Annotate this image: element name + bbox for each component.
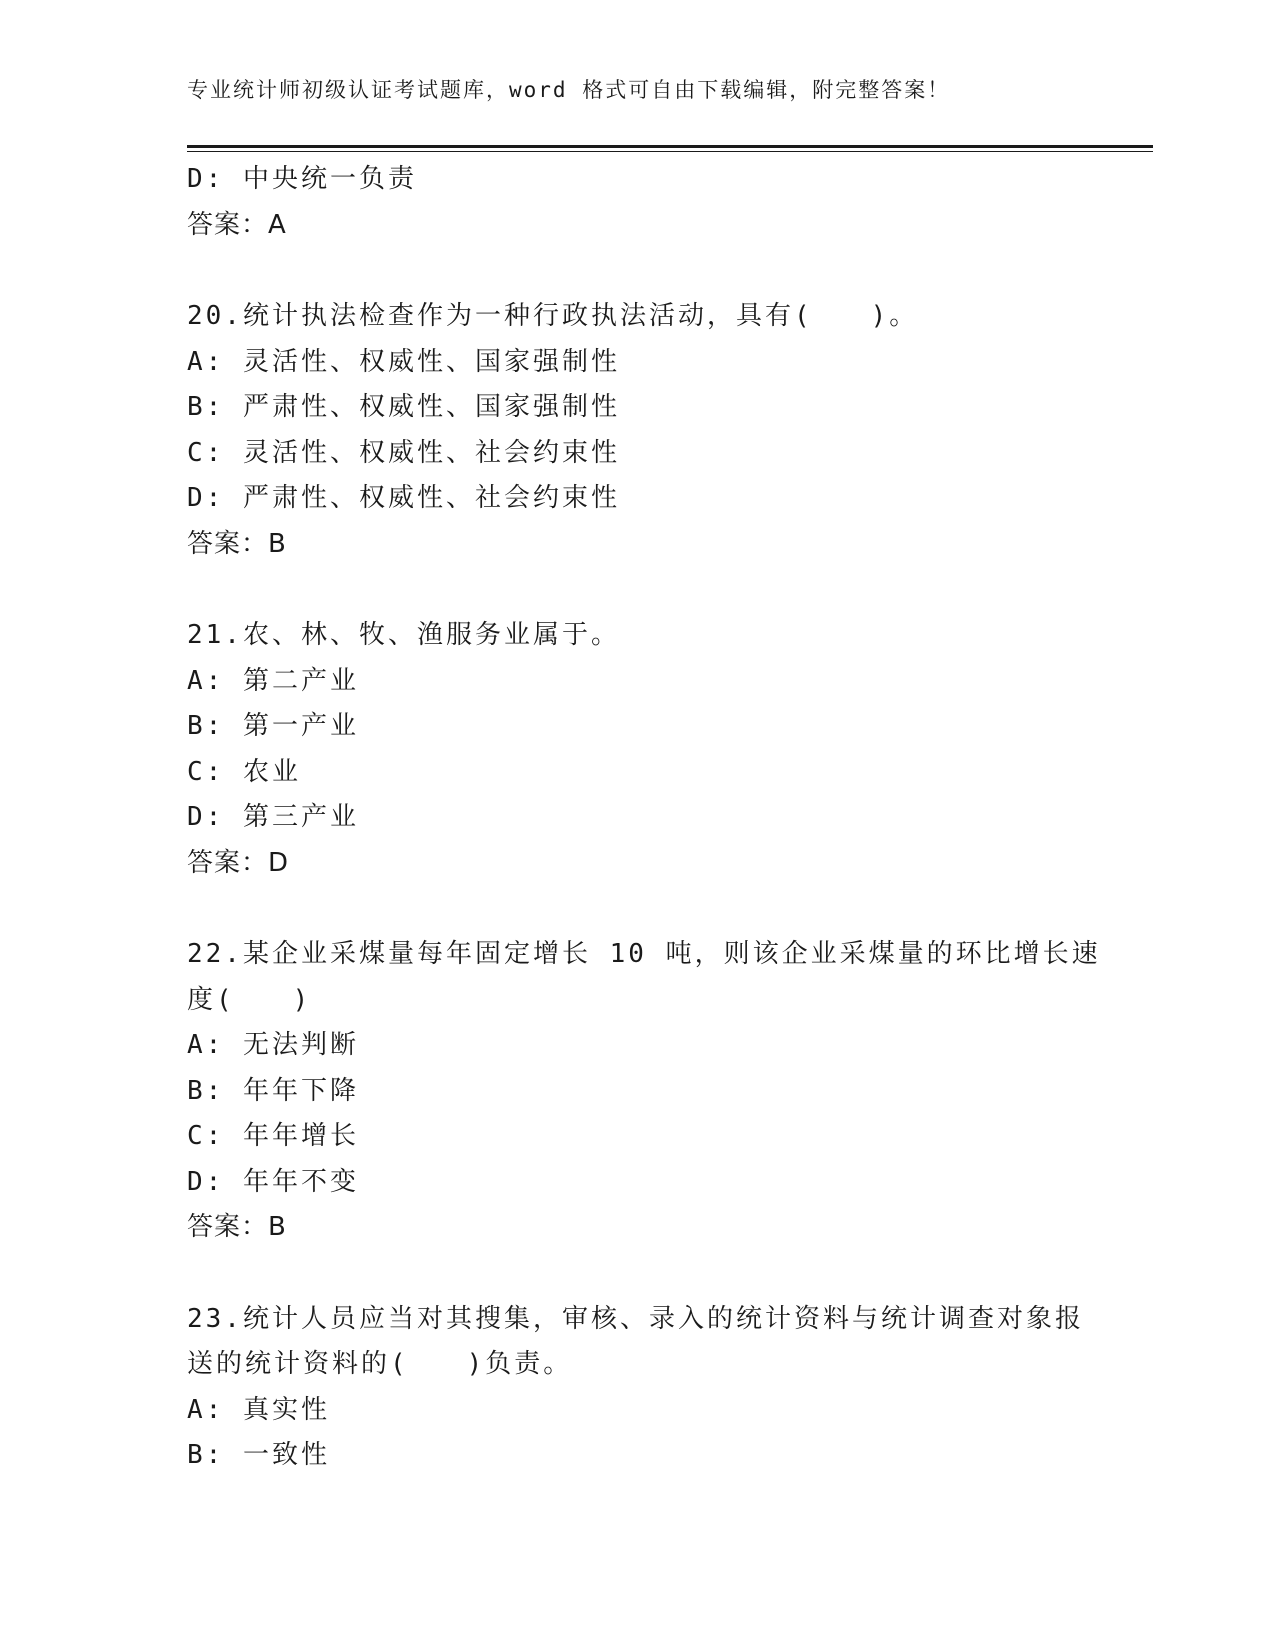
option-d: D: 严肃性、权威性、社会约束性 — [187, 483, 620, 513]
question-list — [187, 157, 1101, 1479]
question-stem-continued: 度( ) — [187, 984, 312, 1015]
option-d: D: 中央统一负责 — [187, 164, 417, 194]
option-a: A: 真实性 — [187, 1394, 330, 1425]
question-20 — [187, 294, 1087, 567]
question-stem: 20.统计执法检查作为一种行政执法活动，具有( )。 — [187, 301, 919, 331]
option-c: C: 灵活性、权威性、社会约束性 — [187, 437, 620, 468]
question-23 — [187, 1297, 1087, 1479]
header-rule-thin — [187, 151, 1153, 152]
option-d: D: 第三产业 — [187, 802, 359, 832]
option-b: B: 第一产业 — [187, 711, 359, 741]
option-d: D: 年年不变 — [187, 1166, 359, 1197]
option-c: C: 年年增长 — [187, 1121, 359, 1151]
header-rule-thick — [187, 145, 1153, 148]
question-stem-continued: 送的统计资料的( )负责。 — [187, 1349, 573, 1379]
answer-line: 答案：B — [187, 1212, 287, 1242]
option-b: B: 严肃性、权威性、国家强制性 — [187, 392, 620, 422]
answer-line: 答案：D — [187, 847, 290, 878]
option-a: A: 无法判断 — [187, 1030, 359, 1060]
question-22 — [187, 932, 1101, 1251]
option-a: A: 第二产业 — [187, 665, 359, 696]
question-stem: 21.农、林、牧、渔服务业属于。 — [187, 620, 620, 650]
answer-line: 答案：B — [187, 528, 287, 559]
answer-line: 答案：A — [187, 209, 287, 240]
option-b: B: 一致性 — [187, 1440, 330, 1470]
option-b: B: 年年下降 — [187, 1075, 359, 1106]
question-stem: 22.某企业采煤量每年固定增长 10 吨，则该企业采煤量的环比增长速 — [187, 939, 1101, 969]
option-a: A: 灵活性、权威性、国家强制性 — [187, 346, 620, 377]
question-21 — [187, 613, 1087, 886]
question-stem: 23.统计人员应当对其搜集，审核、录入的统计资料与统计调查对象报 — [187, 1303, 1084, 1334]
option-c: C: 农业 — [187, 756, 301, 787]
page-header: 专业统计师初级认证考试题库，word 格式可自由下载编辑，附完整答案！ — [187, 78, 951, 102]
